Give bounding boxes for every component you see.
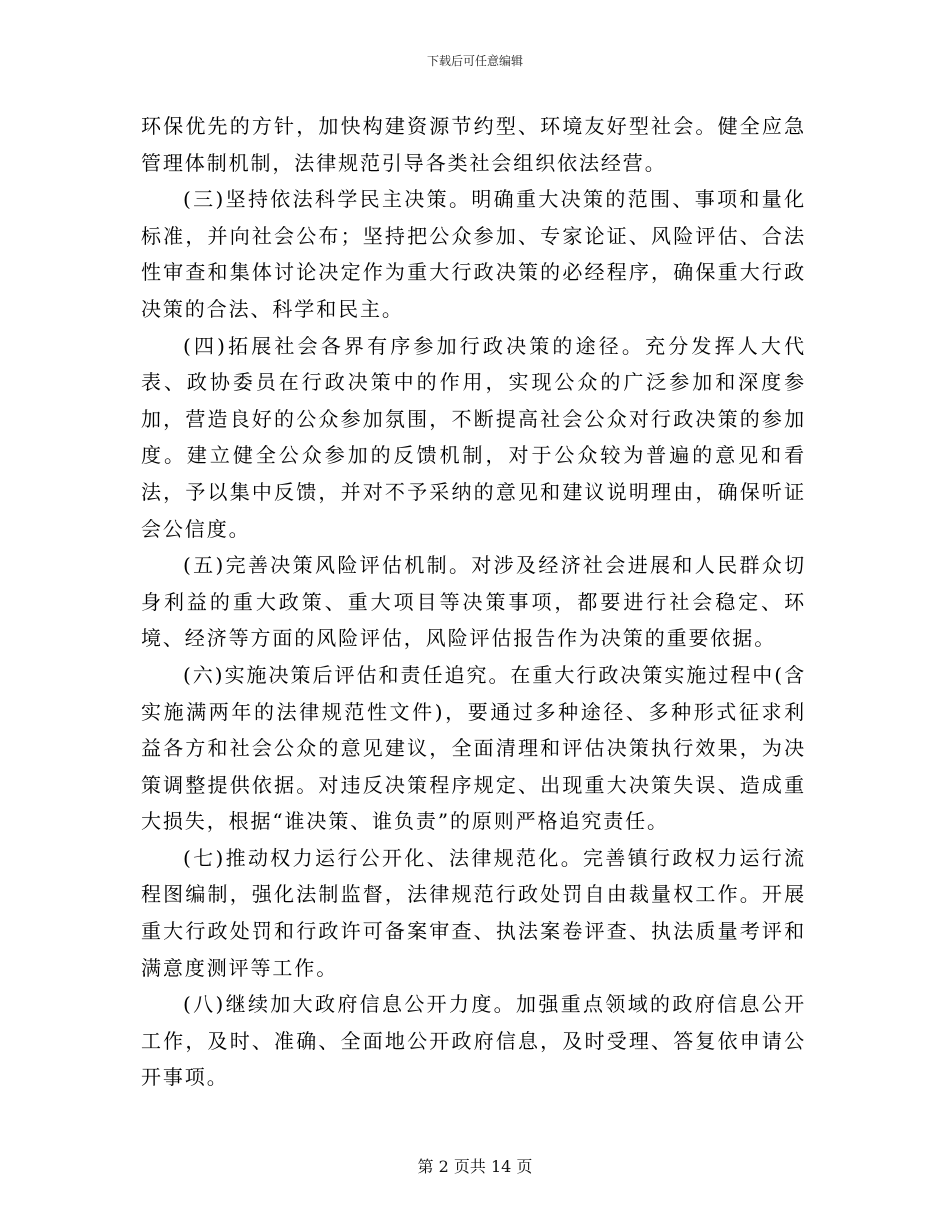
paragraph-section-4: (四)拓展社会各界有序参加行政决策的途径。充分发挥人大代表、政协委员在行政决策中的作用，实现公众的广泛参加和深度参加，营造良好的公众参加氛围，不断提高社会公众对行政决策的参加度。建立健全公众参加的反馈机制，对于公众较为普遍的意见和看法，予以集中反馈，并对不予采纳的意见和建议说明理由，确保听证会公信度。	[141, 333, 806, 541]
paragraph-section-5: (五)完善决策风险评估机制。对涉及经济社会进展和人民群众切身利益的重大政策、重大项目等决策事项，都要进行社会稳定、环境、经济等方面的风险评估，风险评估报告作为决策的重要依据。	[141, 553, 806, 651]
paragraph-section-8: (八)继续加大政府信息公开力度。加强重点领域的政府信息公开工作，及时、准确、全面地公开政府信息，及时受理、答复依申请公开事项。	[141, 992, 806, 1090]
page-number-footer: 第 2 页共 14 页	[417, 1157, 533, 1176]
paragraph-section-7: (七)推动权力运行公开化、法律规范化。完善镇行政权力运行流程图编制，强化法制监督，法律规范行政处罚自由裁量权工作。开展重大行政处罚和行政许可备案审查、执法案卷评查、执法质量考评和满意度测评等工作。	[141, 845, 806, 980]
document-body	[141, 108, 806, 1096]
paragraph-continuation: 环保优先的方针，加快构建资源节约型、环境友好型社会。健全应急管理体制机制，法律规范引导各类社会组织依法经营。	[141, 114, 806, 175]
paragraph-section-6: (六)实施决策后评估和责任追究。在重大行政决策实施过程中(含实施满两年的法律规范性文件)，要通过多种途径、多种形式征求利益各方和社会公众的意见建议，全面清理和评估决策执行效果，为决策调整提供依据。对违反决策程序规定、出现重大决策失误、造成重大损失，根据“谁决策、谁负责”的原则严格追究责任。	[141, 662, 806, 834]
page-header-note: 下载后可任意编辑	[426, 54, 523, 68]
paragraph-section-3: (三)坚持依法科学民主决策。明确重大决策的范围、事项和量化标准，并向社会公布；坚持把公众参加、专家论证、风险评估、合法性审查和集体讨论决定作为重大行政决策的必经程序，确保重大行政决策的合法、科学和民主。	[141, 187, 806, 321]
